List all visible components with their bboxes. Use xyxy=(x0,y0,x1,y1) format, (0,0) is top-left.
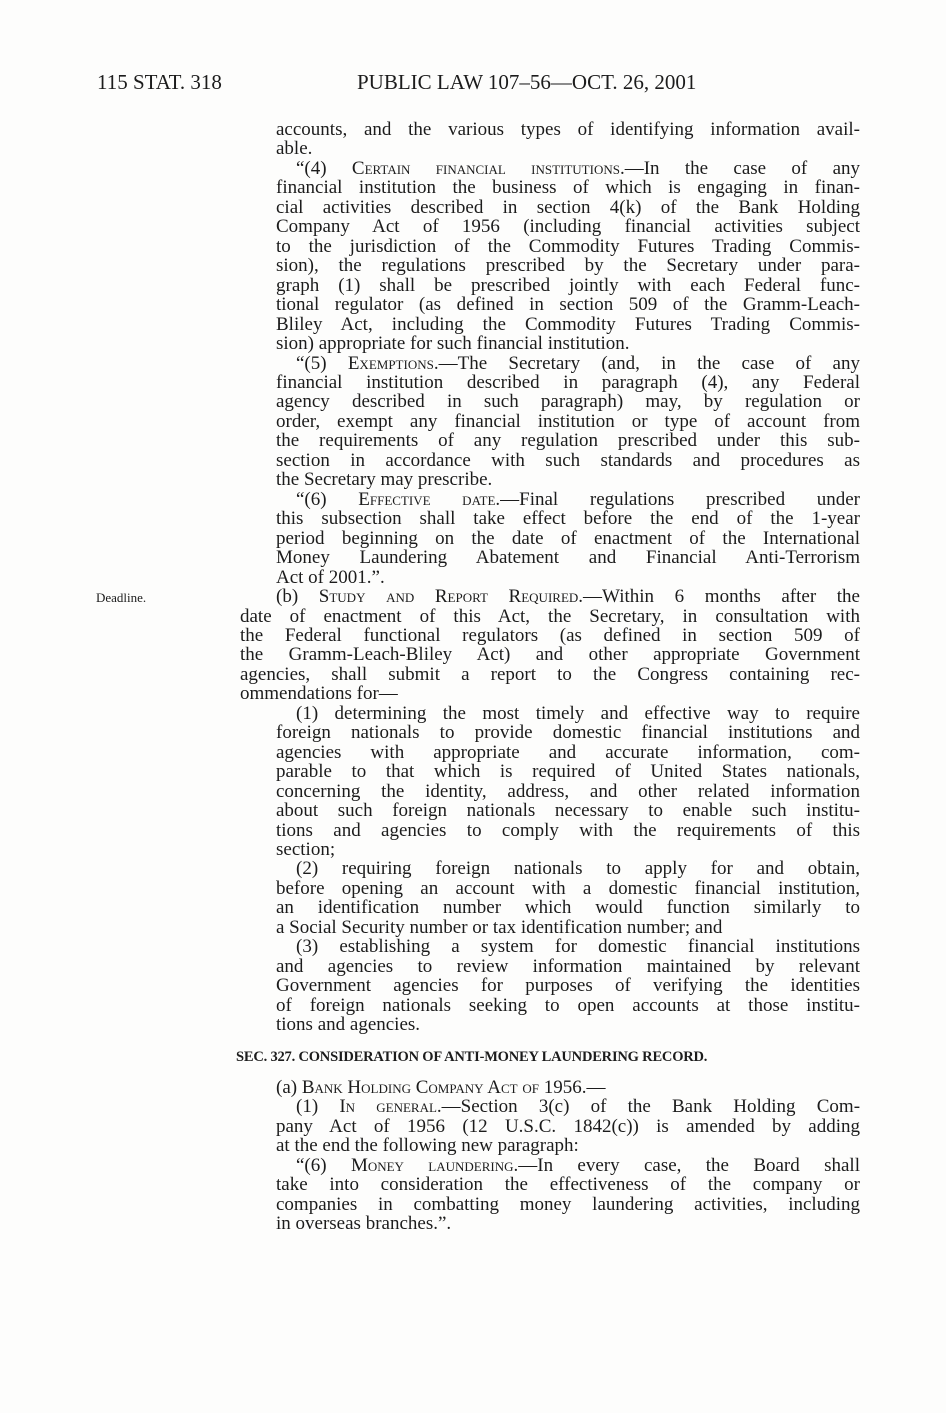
paragraph-line: about such foreign nationals necessary to enable such institu- xyxy=(276,800,860,822)
paragraph-first-line xyxy=(276,587,860,607)
paragraph-line: cial activities described in section 4(k) of the Bank Holding xyxy=(276,196,860,218)
paragraph-text: .—Final regulations prescribed under xyxy=(495,488,860,510)
paragraph-text: .—The Secretary (and, in the case of any xyxy=(433,352,860,374)
paragraph-first-line xyxy=(276,1078,605,1098)
paragraph-first-line xyxy=(296,1156,860,1176)
paragraph-line: tions and agencies to comply with the requirements of this xyxy=(276,819,860,841)
section-heading: SEC. 327. CONSIDERATION OF ANTI-MONEY LAUNDERING RECORD. xyxy=(236,1049,708,1065)
paragraph-line: tions and agencies. xyxy=(276,1014,421,1036)
paragraph-line: a Social Security number or tax identification number; and xyxy=(276,916,723,938)
paragraph-first-line xyxy=(296,490,860,510)
paragraph-text: “(5) xyxy=(296,352,348,374)
paragraph-line: financial institution described in paragraph (4), any Federal xyxy=(276,371,860,393)
paragraph-line: in overseas branches.”. xyxy=(276,1213,452,1235)
paragraph-text: “(6) xyxy=(296,488,359,510)
page-stat-number: 115 STAT. 318 xyxy=(97,70,222,94)
paragraph-line: graph (1) shall be prescribed jointly with each Federal func- xyxy=(276,274,860,296)
paragraph-line: tional regulator (as defined in section 509 of the Gramm-Leach- xyxy=(276,294,860,316)
paragraph-first-line xyxy=(296,1097,860,1117)
paragraph-line: able. xyxy=(276,138,313,160)
paragraph-line: foreign nationals to provide domestic financial institutions and xyxy=(276,722,860,744)
paragraph-line: the Federal functional regulators (as defined in section 509 of xyxy=(240,624,860,646)
paragraph-text: “(6) xyxy=(296,1154,351,1176)
paragraph-line: the Secretary may prescribe. xyxy=(276,469,493,491)
paragraph-line: agencies with appropriate and accurate information, com- xyxy=(276,741,860,763)
paragraph-line: before opening an account with a domestic financial institution, xyxy=(276,877,860,899)
paragraph-first-line xyxy=(296,859,860,879)
paragraph-line: sion), the regulations prescribed by the Secretary under para- xyxy=(276,255,860,277)
paragraph-heading: In general xyxy=(339,1096,437,1118)
paragraph-text: (1) xyxy=(296,1096,340,1118)
paragraph-line: at the end the following new paragraph: xyxy=(276,1135,579,1157)
paragraph-line: concerning the identity, address, and other related information xyxy=(276,780,860,802)
paragraph-line: order, exempt any financial institution or type of account from xyxy=(276,410,860,432)
paragraph-line: the requirements of any regulation prescribed under this sub- xyxy=(276,430,860,452)
paragraph-line: Bliley Act, including the Commodity Futures Trading Commis- xyxy=(276,313,860,335)
paragraph-text: .—In the case of any xyxy=(619,157,861,179)
paragraph-heading: Study and Report Required xyxy=(318,586,579,608)
paragraph-text: .— xyxy=(581,1077,606,1098)
paragraph-line: sion) appropriate for such financial institution. xyxy=(276,333,630,355)
paragraph-heading: Certain financial institutions xyxy=(351,157,620,179)
paragraph-line: of foreign nationals seeking to open accounts at those institu- xyxy=(276,994,860,1016)
paragraph-text: (3) establishing a system for domestic financial institutions xyxy=(296,936,860,958)
paragraph-line: companies in combatting money laundering activities, including xyxy=(276,1193,860,1215)
paragraph-line: ommendations for— xyxy=(240,683,398,705)
paragraph-first-line xyxy=(296,159,860,179)
paragraph-line: section in accordance with such standards and procedures as xyxy=(276,449,860,471)
paragraph-line: financial institution the business of which is engaging in finan- xyxy=(276,177,860,199)
paragraph-line: Money Laundering Abatement and Financial Anti-Terrorism xyxy=(276,547,860,569)
paragraph-line: Government agencies for purposes of verifying the identities xyxy=(276,975,860,997)
paragraph-heading: Bank Holding Company Act of 1956 xyxy=(301,1077,582,1098)
paragraph-text: (1) determining the most timely and effective way to require xyxy=(296,702,860,724)
paragraph-first-line xyxy=(296,937,860,957)
paragraph-first-line xyxy=(296,704,860,724)
paragraph-text: (2) requiring foreign nationals to apply for and obtain, xyxy=(296,858,860,880)
paragraph-line: pany Act of 1956 (12 U.S.C. 1842(c)) is amended by adding xyxy=(276,1115,860,1137)
paragraph-heading: Exemptions xyxy=(347,352,434,374)
paragraph-line: Act of 2001.”. xyxy=(276,566,385,588)
paragraph-text: .—In every case, the Board shall xyxy=(513,1154,860,1176)
paragraph-line: take into consideration the effectiveness of the company or xyxy=(276,1174,860,1196)
paragraph-line: agencies, shall submit a report to the Congress containing rec- xyxy=(240,663,860,685)
paragraph-line: this subsection shall take effect before the end of the 1-year xyxy=(276,508,860,530)
paragraph-line: an identification number which would function similarly to xyxy=(276,897,860,919)
paragraph-heading: Money laundering xyxy=(350,1154,514,1176)
paragraph-line: period beginning on the date of enactment of the International xyxy=(276,527,860,549)
paragraph-line: parable to that which is required of United States nationals, xyxy=(276,761,860,783)
paragraph-text: “(4) xyxy=(296,157,352,179)
paragraph-line: Company Act of 1956 (including financial activities subject xyxy=(276,216,860,238)
paragraph-line: the Gramm-Leach-Bliley Act) and other appropriate Government xyxy=(240,644,860,666)
paragraph-line: section; xyxy=(276,839,336,861)
paragraph-line: agency described in such paragraph) may, by regulation or xyxy=(276,391,860,413)
paragraph-text: (a) xyxy=(276,1077,302,1098)
running-header: PUBLIC LAW 107–56—OCT. 26, 2001 xyxy=(357,70,697,94)
paragraph-first-line xyxy=(296,354,860,374)
paragraph-line: accounts, and the various types of identifying information avail- xyxy=(276,119,860,140)
paragraph-line: and agencies to review information maintained by relevant xyxy=(276,955,860,977)
paragraph-text: .—Section 3(c) of the Bank Holding Com- xyxy=(436,1096,861,1118)
paragraph-line: to the jurisdiction of the Commodity Futures Trading Commis- xyxy=(276,235,860,257)
paragraph-line: date of enactment of this Act, the Secretary, in consultation with xyxy=(240,605,860,627)
margin-note-deadline: Deadline. xyxy=(96,590,147,605)
paragraph-text: (b) xyxy=(276,586,319,608)
paragraph-heading: Effective date xyxy=(358,488,496,510)
paragraph-text: .—Within 6 months after the xyxy=(578,586,860,608)
